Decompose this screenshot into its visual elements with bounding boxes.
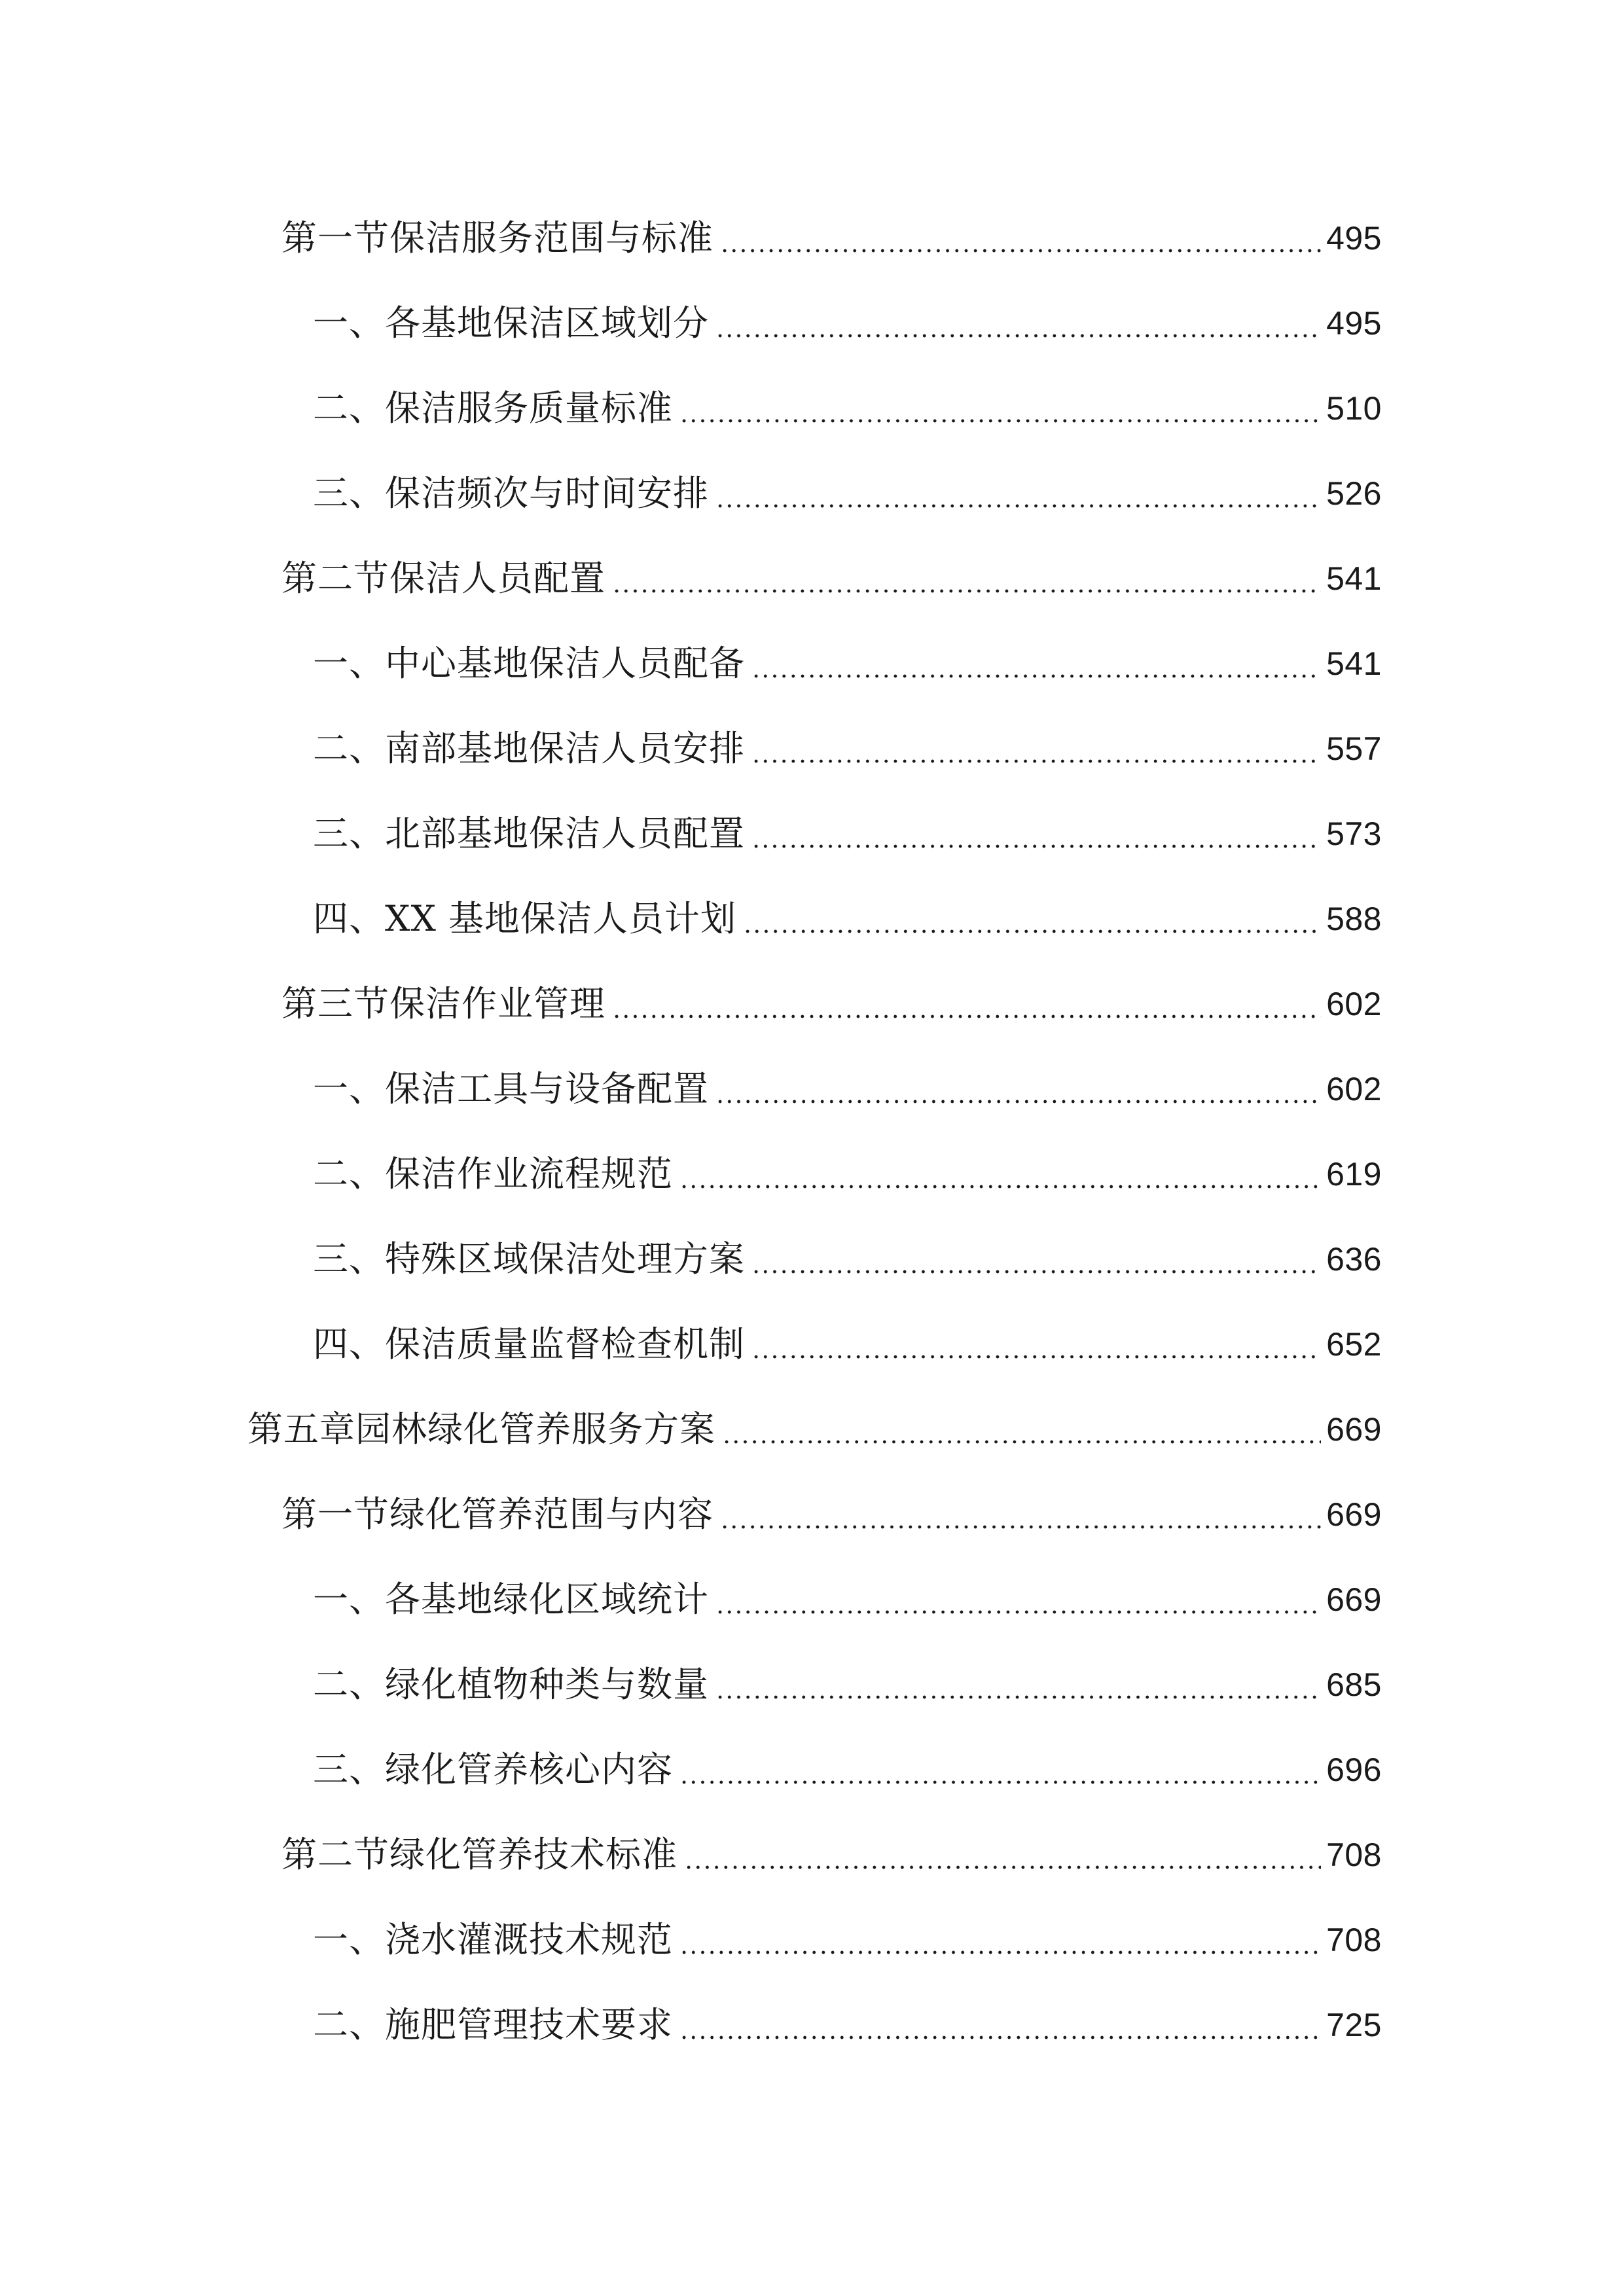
- toc-dot-leader: [743, 893, 1321, 945]
- toc-page-number: 495: [1326, 305, 1382, 342]
- toc-page-number: 541: [1326, 645, 1382, 682]
- toc-entry-subsection[interactable]: [313, 1233, 1382, 1285]
- toc-entry-subsection[interactable]: [313, 297, 1382, 350]
- toc-entry-title: 一、各基地保洁区域划分: [313, 302, 709, 344]
- toc-page-number: 669: [1326, 1411, 1382, 1448]
- toc-page-number: 696: [1326, 1751, 1382, 1788]
- toc-dot-leader: [612, 552, 1321, 605]
- toc-dot-leader: [679, 382, 1321, 435]
- toc-entry-subsection[interactable]: [313, 1659, 1382, 1711]
- toc-entry-subsection[interactable]: [313, 1914, 1382, 1966]
- toc-entry-title: 第一节绿化管养范围与内容: [281, 1494, 713, 1535]
- toc-entry-title: 一、浇水灌溉技术规范: [313, 1919, 673, 1960]
- toc-entry-title: 第二节绿化管养技术标准: [281, 1834, 677, 1875]
- toc-page-number: 602: [1326, 986, 1382, 1022]
- toc-entry-subsection[interactable]: [313, 1573, 1382, 1626]
- toc-page-number: 541: [1326, 560, 1382, 597]
- toc-entry-title: 二、施肥管理技术要求: [313, 2004, 673, 2045]
- toc-dot-leader: [751, 1233, 1321, 1285]
- toc-page-number: 708: [1326, 1922, 1382, 1958]
- toc-entry-section-1[interactable]: [281, 212, 1382, 264]
- toc-entry-title: 四、保洁质量监督检查机制: [313, 1323, 745, 1365]
- toc-entry-title: 二、绿化植物种类与数量: [313, 1664, 709, 1705]
- toc-dot-leader: [684, 1829, 1321, 1881]
- toc-entry-title: 第二节保洁人员配置: [281, 558, 605, 599]
- toc-dot-leader: [612, 978, 1321, 1030]
- toc-entry-subsection[interactable]: [313, 1063, 1382, 1115]
- toc-dot-leader: [679, 1148, 1321, 1200]
- toc-dot-leader: [751, 723, 1321, 775]
- toc-dot-leader: [715, 467, 1321, 520]
- toc-page-number: 495: [1326, 220, 1382, 257]
- toc-entry-section-1[interactable]: [281, 1488, 1382, 1541]
- toc-page-number: 510: [1326, 390, 1382, 427]
- toc-page-number: 685: [1326, 1666, 1382, 1703]
- toc-entry-title: 一、保洁工具与设备配置: [313, 1068, 709, 1109]
- toc-dot-leader: [715, 1659, 1321, 1711]
- toc-dot-leader: [720, 1488, 1321, 1541]
- toc-page-number: 708: [1326, 1837, 1382, 1873]
- toc-page-number: 588: [1326, 901, 1382, 937]
- toc-entry-title: 三、特殊区域保洁处理方案: [313, 1238, 745, 1280]
- toc-dot-leader: [751, 1318, 1321, 1371]
- toc-entry-subsection[interactable]: [313, 1744, 1382, 1796]
- toc-page-number: 619: [1326, 1156, 1382, 1193]
- toc-page-number: 557: [1326, 730, 1382, 767]
- toc-entry-title: 一、各基地绿化区域统计: [313, 1579, 709, 1620]
- toc-entry-title: 二、保洁服务质量标准: [313, 387, 673, 429]
- toc-entry-title: 第一节保洁服务范围与标准: [281, 217, 713, 259]
- toc-dot-leader: [679, 1744, 1321, 1796]
- toc-entry-subsection[interactable]: [313, 1318, 1382, 1371]
- toc-dot-leader: [720, 212, 1321, 264]
- toc-dot-leader: [751, 808, 1321, 860]
- toc-page-number: 669: [1326, 1496, 1382, 1533]
- toc-entry-subsection[interactable]: [313, 808, 1382, 860]
- toc-page-number: 636: [1326, 1241, 1382, 1278]
- toc-dot-leader: [722, 1403, 1321, 1456]
- toc-entry-section-2[interactable]: [281, 1829, 1382, 1881]
- toc-entry-subsection[interactable]: [313, 1999, 1382, 2051]
- toc-entry-section-2[interactable]: [281, 552, 1382, 605]
- toc-page-number: 602: [1326, 1071, 1382, 1107]
- toc-entry-subsection[interactable]: [313, 637, 1382, 690]
- toc-dot-leader: [679, 1914, 1321, 1966]
- toc-entry-subsection[interactable]: [313, 893, 1382, 945]
- toc-entry-title: 二、保洁作业流程规范: [313, 1153, 673, 1194]
- toc-page-number: 652: [1326, 1326, 1382, 1363]
- toc-entry-title: 四、XX 基地保洁人员计划: [313, 898, 737, 939]
- toc-dot-leader: [715, 1063, 1321, 1115]
- toc-entry-subsection[interactable]: [313, 382, 1382, 435]
- toc-entry-subsection[interactable]: [313, 723, 1382, 775]
- toc-entry-title: 三、绿化管养核心内容: [313, 1749, 673, 1790]
- toc-entry-section-3[interactable]: [281, 978, 1382, 1030]
- toc-entry-subsection[interactable]: [313, 1148, 1382, 1200]
- toc-entry-subsection[interactable]: [313, 467, 1382, 520]
- toc-page-number: 725: [1326, 2007, 1382, 2043]
- toc-page-number: 573: [1326, 816, 1382, 852]
- toc-entry-title: 三、北部基地保洁人员配置: [313, 813, 745, 854]
- toc-entry-chapter-5[interactable]: [247, 1403, 1382, 1456]
- toc-page-number: 669: [1326, 1581, 1382, 1618]
- toc-entry-title: 一、中心基地保洁人员配备: [313, 643, 745, 684]
- toc-dot-leader: [715, 297, 1321, 350]
- toc-entry-title: 第三节保洁作业管理: [281, 983, 605, 1024]
- toc-dot-leader: [679, 1999, 1321, 2051]
- toc-entry-title: 第五章园林绿化管养服务方案: [247, 1408, 715, 1450]
- toc-entry-title: 三、保洁频次与时间安排: [313, 473, 709, 514]
- toc-dot-leader: [751, 637, 1321, 690]
- toc-dot-leader: [715, 1573, 1321, 1626]
- toc-entry-title: 二、南部基地保洁人员安排: [313, 728, 745, 769]
- toc-page-number: 526: [1326, 475, 1382, 512]
